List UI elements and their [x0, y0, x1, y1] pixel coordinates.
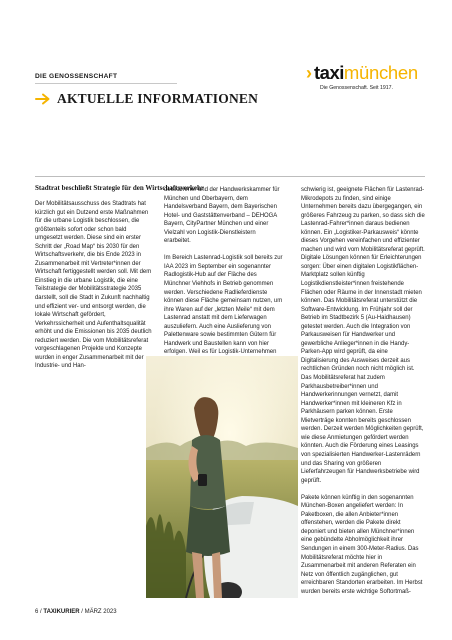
section-label: DIE GENOSSENSCHAFT	[35, 73, 118, 80]
article-title: Stadtrat beschließt Strategie für den Wirtschaftsverkehr	[35, 184, 204, 192]
article-paragraph: Der Mobilitätsausschuss des Stadtrats hat kürzlich gut ein Dutzend erste Maßnahmen für die urbane Logistik beschlossen, die größtenteils sofort oder schon bald umgesetzt werden. Diese sind ein erster Schritt der „Road Map“ bis 2030 für den Wirtschaftsverkehr, die bis Ende 2023 in Zusammenarbeit mit Vertreter*innen der Wirtschaft fertiggestellt werden soll. Mit dem Einstieg in die urbane Logistik, die eine Teilstrategie der Mobilitätsstrategie 2035 darstellt, soll die Stadt in Zukunft nachhaltig und effizient ver- und entsorgt werden, die lokale Wirtschaft gefördert, Verkehrssicherheit und Aufenthaltsqualität erhöht und die Emissionen bis 2035 deutlich reduziert werden. Die vom Mobilitätsreferat vorgeschlagenen Projekte und Konzepte wurden in enger Zusammenarbeit mit der Industrie- und Han-	[35, 201, 152, 370]
arrow-right-icon	[35, 93, 51, 105]
logo-word-muenchen: münchen	[343, 62, 418, 83]
logo-word-taxi: taxi	[314, 62, 344, 83]
article-paragraph: schwierig ist, geeignete Flächen für Lastenrad-Mikrodepots zu finden, sind einige Unternehmen bereits dazu übergegangen, ein größeres Fahrzeug zu parken, so dass sich die Lastenrad-Fahrer*innen daraus bedienen können. Ein „Logistiker-Parkausweis“ könnte dieses Vorgehen vereinfachen und effizienter machen und wird vom Mobilitätsreferat geprüft. Digitale Lösungen können für Erleichterungen sorgen: Über einen digitalen Logistikflächen-Marktplatz sollen künftig Logistikdienstleister*innen freistehende Flächen oder Räume in der Innenstadt mieten können. Das Mobilitätsreferat unterstützt die Software-Entwicklung. Im Frühjahr soll der Betrieb im Stadtbezirk 5 (Au-Haidhausen) getestet werden. Auch die Integration von Parkausweisen für Handwerker und gewerbliche Anlieger*innen in die Handy-Parken-App wird geprüft, da eine Digitalisierung des Ausweises derzeit aus rechtlichen Gründen noch nicht möglich ist. Das Mobilitätsreferat hat zudem Parkhausbetreiber*innen und Handwerkerinnungen vernetzt, damit Handwerker*innen mit kleineren Kfz in Parkhäusern parken können. Erste Mietverträge konnten bereits geschlossen werden. Derzeit werden Möglichkeiten geprüft, wie diese Anmietungen gefördert werden könnten. Auch die Förderung eines Leasings von spezialisierten Handwerker-Lastenrädern und das Sharing von größeren Lieferfahrzeugen für Handwerksbetriebe wird geprüft.	[301, 187, 425, 484]
article-column-3	[301, 186, 425, 605]
publication-name: TAXIKURIER	[43, 609, 80, 615]
logo-chevron-icon: ›	[306, 63, 312, 83]
footer-separator: /	[38, 609, 44, 615]
article-paragraph: Pakete können künftig in den sogenannten München-Boxen angeliefert werden: In Paketboxen, die allen Anbieter*innen offenstehen, werden die Pakete direkt deponiert und bieten allen Münchner*innen eine gebündelte Abholmöglichkeit ihrer Sendungen in einem 300-Meter-Radius. Das Mobilitätsreferat möchte hier in Zusammenarbeit mit anderen Referaten ein Netz von öffentlich zugänglichen, gut erreichbaren Standorten erarbeiten. Im Herbst wurden bereits erste wichtige Softortmaß-	[301, 494, 423, 595]
section-divider	[35, 83, 177, 84]
taxi-muenchen-logo	[306, 64, 424, 98]
headline-row	[35, 91, 258, 107]
article-photo	[146, 356, 298, 598]
logo-tagline: Die Genossenschaft. Seit 1917.	[320, 84, 393, 91]
issue-date: / MÄRZ 2023	[79, 609, 117, 615]
article-paragraph: delskammer und der Handwerkskammer für München und Oberbayern, dem Handelsverband Bayern, dem Bayerischen Hotel- und Gaststättenverband – DEHOGA Bayern, CityPartner München und einer Vielzahl von Logistik-Dienstleistern erarbeitet.	[164, 187, 280, 245]
article-column-2	[164, 186, 284, 365]
article-column-1	[35, 200, 155, 379]
article-paragraph: Im Bereich Lastenrad-Logistik soll bereits zur IAA 2023 im September ein sogenannter Radlogistik-Hub auf der Fläche des Münchner Viehhofs in Betrieb genommen werden. Verschiedene Radlieferdienste können diese Fläche gemeinsam nutzen, um ihre Waren auf der „letzten Meile“ mit dem Lastenrad anstatt mit dem Lieferwagen auszuliefern. Auch eine Auslieferung von Palettenware sowie bestimmten Gütern für Handwerk und Baustellen kann von hier erfolgen. Weil es für Logistik-Unternehmen	[164, 255, 283, 356]
page-footer	[35, 609, 117, 615]
page-headline: AKTUELLE INFORMATIONEN	[57, 91, 259, 106]
article-divider	[35, 176, 425, 177]
page-number: 6	[35, 609, 39, 615]
